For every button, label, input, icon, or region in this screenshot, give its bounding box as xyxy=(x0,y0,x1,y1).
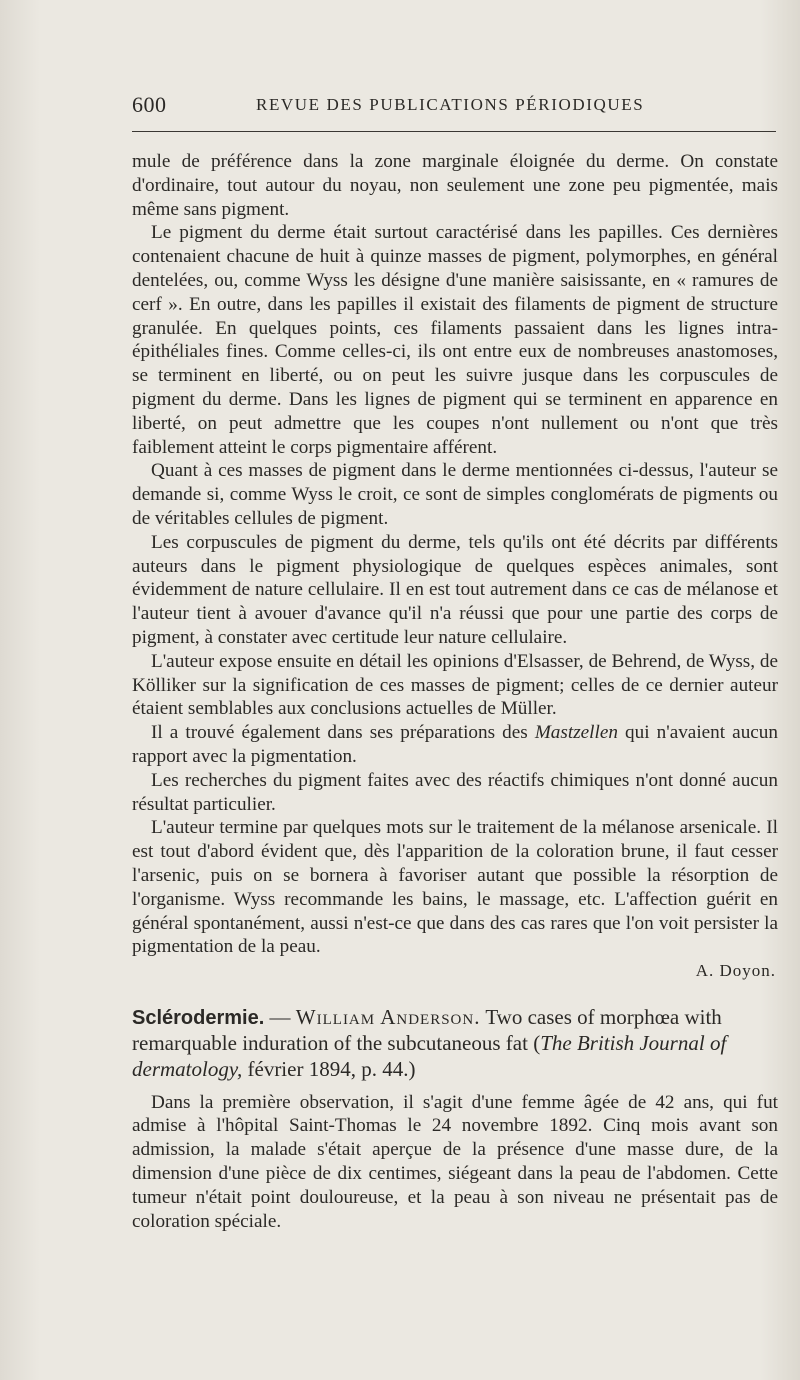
paragraph: L'auteur expose ensuite en détail les opinions d'Elsasser, de Behrend, de Wyss, de Kölliker sur la signification de ces masses de pigment; celles de ce dernier auteur étaient semblables aux conclusions actuelles de Müller. xyxy=(132,650,778,720)
paragraph-text: qui n'avaient aucun rapport avec la pigmentation. xyxy=(132,722,778,767)
page-header xyxy=(132,92,778,122)
journal-citation: février 1894, p. 44.) xyxy=(242,1057,416,1082)
signature: A. Doyon. xyxy=(695,961,776,981)
paragraph-continued: mule de préférence dans la zone marginale éloignée du derme. On constate d'ordinaire, tout autour du noyau, non seulement une zone peu pigmentée, mais même sans pigment. xyxy=(132,151,778,220)
paragraph xyxy=(132,721,778,769)
page-number: 600 xyxy=(132,92,167,117)
italic-term: Mastzellen xyxy=(534,722,618,744)
page-body xyxy=(132,150,778,1233)
article-heading xyxy=(132,1005,778,1083)
title-dash: — xyxy=(264,1004,296,1029)
paragraph: Le pigment du derme était surtout caractérisé dans les papilles. Ces dernières contenaient chacune de huit à quinze masses de pigment, polymorphes, en général dentelées, ou, comme Wyss les désigne d'une manière saisissante, en « ramures de cerf ». En outre, dans les papilles il existait des filaments de pigment de structure granulée. En quelques points, ces filaments passaient dans les lignes intra-épithéliales fines. Comme celles-ci, ils ont entre eux de nombreuses anastomoses, se terminent en liberté, ou on peut les suivre jusque dans les corpuscules de pigment du derme. Dans les lignes de pigment qui se terminent en apparence en liberté, on peut admettre que les coupes n'ont nullement ou n'ont que très faiblement atteint le corps pigmentaire afférent. xyxy=(132,222,778,458)
paragraph: Quant à ces masses de pigment dans le derme mentionnées ci-dessus, l'auteur se demande si, comme Wyss le croit, ce sont de simples conglomérats de pigments ou de véritables cellules de pigment. xyxy=(132,460,778,529)
journal-name: The British Journal of dermatology, xyxy=(132,1031,727,1082)
paragraph: Les recherches du pigment faites avec des réactifs chimiques n'ont donné aucun résultat particulier. xyxy=(132,769,778,815)
paragraph: L'auteur termine par quelques mots sur le traitement de la mélanose arsenicale. Il est tout d'abord évident que, dès l'apparition de la coloration brune, il faut cesser l'arsenic, puis on se bornera à favoriser autant que possible la résorption de l'organisme. Wyss recommande les bains, le massage, etc. L'affection guérit en général spontanément, aussi n'est-ce que dans des cas rares que l'on voit persister la pigmentation de la peau. xyxy=(132,817,778,958)
article-title: Sclérodermie. xyxy=(132,1006,265,1029)
paragraph-text: Il a trouvé également dans ses préparations des xyxy=(151,722,535,744)
article-subtitle: Two cases of morphœa with remarquable induration of the subcutaneous fat ( xyxy=(132,1004,722,1056)
running-title: REVUE DES PUBLICATIONS PÉRIODIQUES xyxy=(256,95,645,114)
header-rule xyxy=(132,131,776,132)
paragraph: Les corpuscules de pigment du derme, tels qu'ils ont été décrits par différents auteurs dans le pigment physiologique de quelques espèces animales, sont évidemment de nature cellulaire. Il en est tout autrement dans ce cas de mélanose et l'auteur tient à avouer d'avance qu'il n'a réussi que pour une partie des corps de pigment, à constater avec certitude leur nature cellulaire. xyxy=(132,531,778,648)
article-body: Dans la première observation, il s'agit d'une femme âgée de 42 ans, qui fut admise à l'hôpital Saint-Thomas le 24 novembre 1892. Cinq mois avant son admission, la malade s'était aperçue de la présence d'une masse dure, de la dimension d'une pièce de dix centimes, siégeant dans la peau de l'abdomen. Cette tumeur n'était point douloureuse, et la peau à son niveau ne présentait pas de coloration spéciale. xyxy=(132,1091,778,1232)
article-author: William Anderson. xyxy=(295,1004,481,1029)
